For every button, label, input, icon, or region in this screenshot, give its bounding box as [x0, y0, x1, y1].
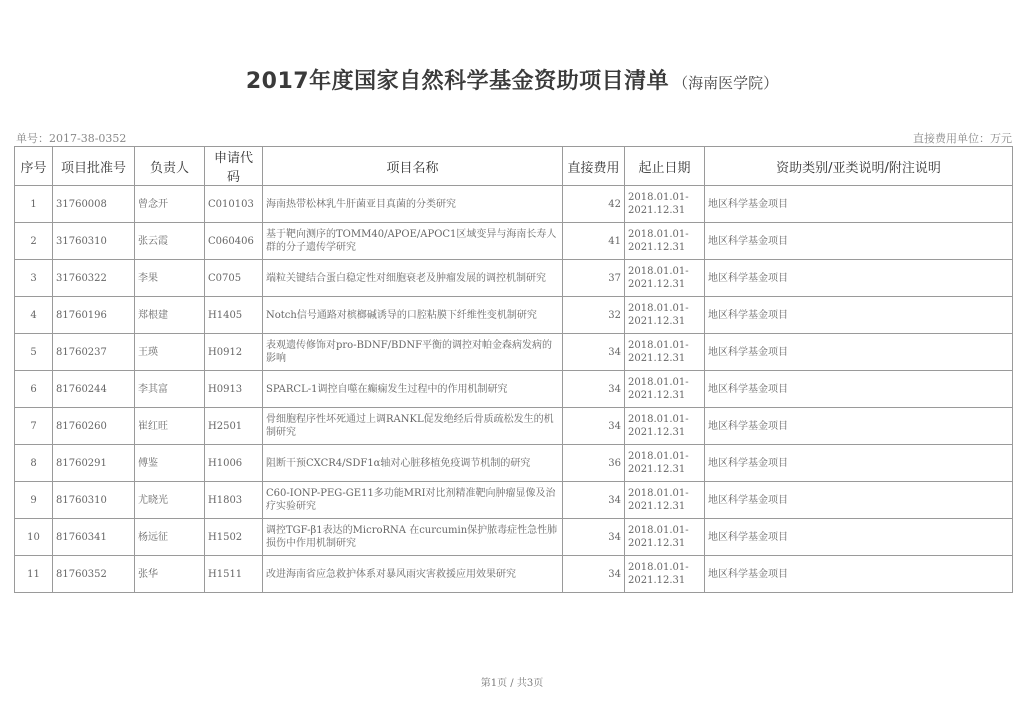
project-name: 端粒关键结合蛋白稳定性对细胞衰老及肿瘤发展的调控机制研究 — [263, 260, 563, 297]
direct-cost: 34 — [563, 519, 625, 556]
leader-name: 傅鉴 — [135, 445, 205, 482]
date-range: 2018.01.01-2021.12.31 — [625, 519, 705, 556]
direct-cost: 34 — [563, 556, 625, 593]
date-range: 2018.01.01-2021.12.31 — [625, 334, 705, 371]
direct-cost: 42 — [563, 186, 625, 223]
leader-name: 王瑛 — [135, 334, 205, 371]
row-index: 10 — [15, 519, 53, 556]
table-row — [15, 371, 1013, 408]
funding-category: 地区科学基金项目 — [705, 519, 1013, 556]
direct-cost: 34 — [563, 482, 625, 519]
approval-number: 81760196 — [53, 297, 135, 334]
direct-cost: 34 — [563, 334, 625, 371]
application-code: H0913 — [205, 371, 263, 408]
date-range: 2018.01.01-2021.12.31 — [625, 371, 705, 408]
date-range: 2018.01.01-2021.12.31 — [625, 260, 705, 297]
table-row — [15, 482, 1013, 519]
row-index: 9 — [15, 482, 53, 519]
row-index: 1 — [15, 186, 53, 223]
header-leader: 负责人 — [135, 147, 205, 186]
direct-cost: 32 — [563, 297, 625, 334]
header-index: 序号 — [15, 147, 53, 186]
application-code: C010103 — [205, 186, 263, 223]
grant-table — [14, 146, 1013, 593]
header-direct-cost: 直接费用 — [563, 147, 625, 186]
funding-category: 地区科学基金项目 — [705, 334, 1013, 371]
table-row — [15, 334, 1013, 371]
approval-number: 81760352 — [53, 556, 135, 593]
leader-name: 李其富 — [135, 371, 205, 408]
header-date-range: 起止日期 — [625, 147, 705, 186]
title-institution: （海南医学院） — [673, 74, 779, 92]
row-index: 5 — [15, 334, 53, 371]
table-header-row — [15, 147, 1013, 186]
row-index: 3 — [15, 260, 53, 297]
header-application-code: 申请代码 — [205, 147, 263, 186]
date-range: 2018.01.01-2021.12.31 — [625, 408, 705, 445]
project-name: 阻断干预CXCR4/SDF1α轴对心脏移植免疫调节机制的研究 — [263, 445, 563, 482]
funding-category: 地区科学基金项目 — [705, 260, 1013, 297]
leader-name: 杨远征 — [135, 519, 205, 556]
approval-number: 81760341 — [53, 519, 135, 556]
document-title — [0, 64, 1024, 95]
application-code: C0705 — [205, 260, 263, 297]
project-name: 骨细胞程序性坏死通过上调RANKL促发绝经后骨质疏松发生的机制研究 — [263, 408, 563, 445]
project-name: 表观遗传修饰对pro-BDNF/BDNF平衡的调控对帕金森病发病的影响 — [263, 334, 563, 371]
header-category: 资助类别/亚类说明/附注说明 — [705, 147, 1013, 186]
table-row — [15, 260, 1013, 297]
application-code: H1511 — [205, 556, 263, 593]
leader-name: 张云霞 — [135, 223, 205, 260]
funding-category: 地区科学基金项目 — [705, 445, 1013, 482]
funding-category: 地区科学基金项目 — [705, 223, 1013, 260]
page-footer: 第1页 / 共3页 — [480, 678, 544, 689]
leader-name: 尤晓光 — [135, 482, 205, 519]
direct-cost: 41 — [563, 223, 625, 260]
project-name: C60-IONP-PEG-GE11多功能MRI对比剂精准靶向肿瘤显像及治疗实验研究 — [263, 482, 563, 519]
project-name: 改进海南省应急救护体系对暴风雨灾害救援应用效果研究 — [263, 556, 563, 593]
approval-number: 81760260 — [53, 408, 135, 445]
date-range: 2018.01.01-2021.12.31 — [625, 186, 705, 223]
project-name: 基于靶向测序的TOMM40/APOE/APOC1区域变异与海南长寿人群的分子遗传学研究 — [263, 223, 563, 260]
application-code: H1006 — [205, 445, 263, 482]
date-range: 2018.01.01-2021.12.31 — [625, 223, 705, 260]
approval-number: 81760237 — [53, 334, 135, 371]
row-index: 2 — [15, 223, 53, 260]
funding-category: 地区科学基金项目 — [705, 297, 1013, 334]
table-row — [15, 408, 1013, 445]
approval-number: 81760291 — [53, 445, 135, 482]
application-code: H1803 — [205, 482, 263, 519]
funding-category: 地区科学基金项目 — [705, 408, 1013, 445]
date-range: 2018.01.01-2021.12.31 — [625, 445, 705, 482]
funding-category: 地区科学基金项目 — [705, 556, 1013, 593]
table-row — [15, 445, 1013, 482]
doc-number: 单号：2017-38-0352 — [16, 132, 127, 145]
direct-cost: 34 — [563, 408, 625, 445]
row-index: 4 — [15, 297, 53, 334]
direct-cost: 34 — [563, 371, 625, 408]
header-project-name: 项目名称 — [263, 147, 563, 186]
approval-number: 31760310 — [53, 223, 135, 260]
leader-name: 郑根建 — [135, 297, 205, 334]
leader-name: 李果 — [135, 260, 205, 297]
application-code: H1405 — [205, 297, 263, 334]
cost-unit-note: 直接费用单位：万元 — [913, 132, 1012, 145]
funding-category: 地区科学基金项目 — [705, 186, 1013, 223]
title-main: 2017年度国家自然科学基金资助项目清单 — [245, 69, 670, 94]
row-index: 8 — [15, 445, 53, 482]
row-index: 6 — [15, 371, 53, 408]
project-name: 海南热带松林乳牛肝菌亚目真菌的分类研究 — [263, 186, 563, 223]
approval-number: 81760244 — [53, 371, 135, 408]
approval-number: 31760008 — [53, 186, 135, 223]
project-name: Notch信号通路对槟榔碱诱导的口腔粘膜下纤维性变机制研究 — [263, 297, 563, 334]
table-row — [15, 223, 1013, 260]
direct-cost: 36 — [563, 445, 625, 482]
table-row — [15, 297, 1013, 334]
application-code: C060406 — [205, 223, 263, 260]
table-row — [15, 186, 1013, 223]
date-range: 2018.01.01-2021.12.31 — [625, 482, 705, 519]
application-code: H0912 — [205, 334, 263, 371]
date-range: 2018.01.01-2021.12.31 — [625, 556, 705, 593]
project-name: SPARCL-1调控自噬在癫痫发生过程中的作用机制研究 — [263, 371, 563, 408]
date-range: 2018.01.01-2021.12.31 — [625, 297, 705, 334]
leader-name: 张华 — [135, 556, 205, 593]
funding-category: 地区科学基金项目 — [705, 482, 1013, 519]
table-row — [15, 556, 1013, 593]
funding-category: 地区科学基金项目 — [705, 371, 1013, 408]
approval-number: 31760322 — [53, 260, 135, 297]
direct-cost: 37 — [563, 260, 625, 297]
application-code: H2501 — [205, 408, 263, 445]
project-name: 调控TGF-β1表达的MicroRNA 在curcumin保护脓毒症性急性肺损伤中作用机制研究 — [263, 519, 563, 556]
application-code: H1502 — [205, 519, 263, 556]
leader-name: 曾念开 — [135, 186, 205, 223]
row-index: 7 — [15, 408, 53, 445]
row-index: 11 — [15, 556, 53, 593]
header-approval-number: 项目批准号 — [53, 147, 135, 186]
approval-number: 81760310 — [53, 482, 135, 519]
leader-name: 崔红旺 — [135, 408, 205, 445]
table-row — [15, 519, 1013, 556]
